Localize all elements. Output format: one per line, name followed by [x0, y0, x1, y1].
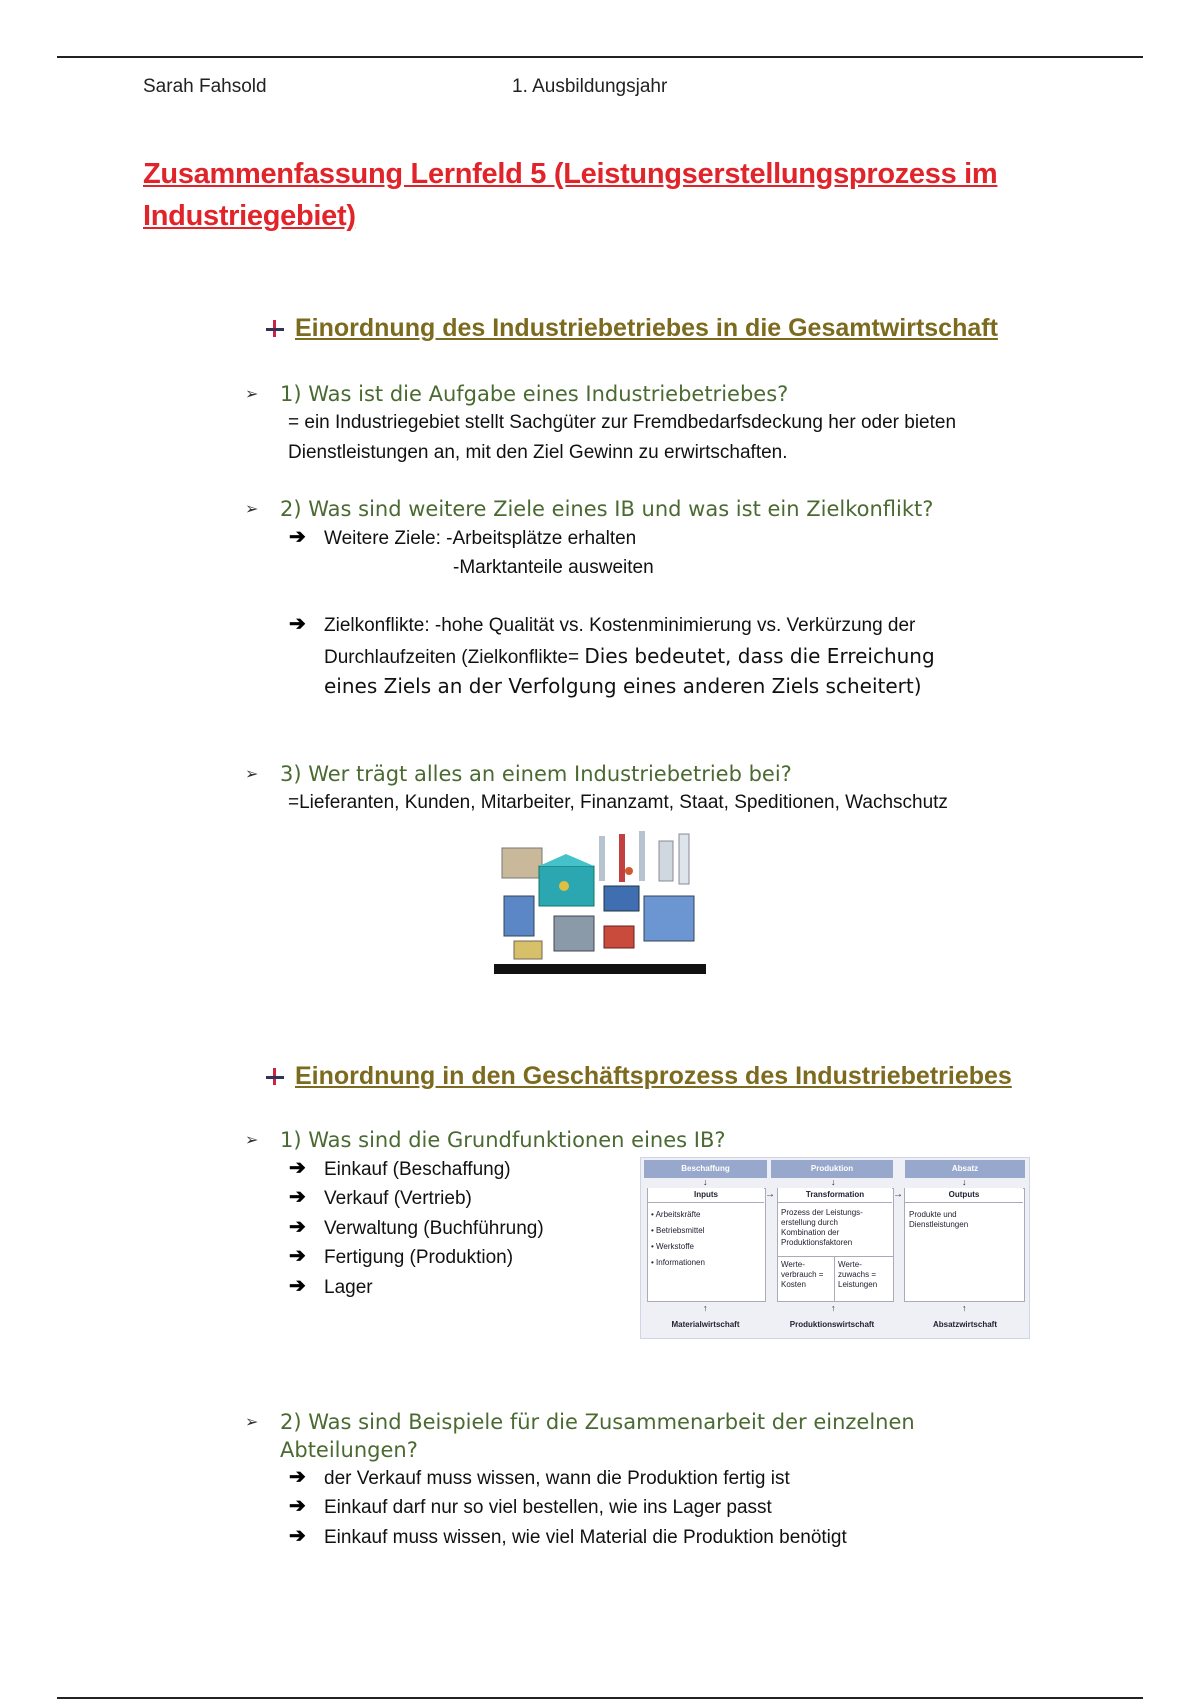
plus-bullet-icon	[265, 320, 287, 338]
diagram-transformation-title: Transformation	[778, 1188, 892, 1203]
arrow-right-icon: →	[893, 1189, 903, 1200]
diagram-input-item: • Informationen	[651, 1258, 705, 1267]
arrow-up-icon: ↑	[962, 1303, 967, 1313]
list-item: Einkauf (Beschaffung)	[324, 1159, 511, 1180]
diagram-outputs-text: Produkte und Dienstleistungen	[909, 1210, 969, 1229]
arrow-right-icon: ➔	[289, 613, 306, 635]
section-heading-gesamtwirtschaft: Einordnung des Industriebetriebes in die Gesamtwirtschaft	[265, 314, 998, 343]
diagram-divider	[777, 1256, 894, 1257]
arrowhead-bullet-icon: ➢	[245, 1130, 259, 1149]
arrow-up-icon: ↑	[831, 1303, 836, 1313]
arrowhead-bullet-icon: ➢	[245, 1412, 259, 1431]
answer-1-line2: Dienstleistungen an, mit den Ziel Gewinn zu erwirtschaften.	[288, 442, 788, 463]
diagram-outputs-title: Outputs	[905, 1188, 1023, 1203]
arrow-right-icon: ➔	[289, 1186, 306, 1208]
diagram-input-item: • Werkstoffe	[651, 1242, 694, 1251]
arrow-right-icon: ➔	[289, 1157, 306, 1179]
conflict-line3: eines Ziels an der Verfolgung eines anderen Ziels scheitert)	[324, 674, 922, 698]
arrow-right-icon: ➔	[289, 1216, 306, 1238]
conflict-line1: Zielkonflikte: -hohe Qualität vs. Kostenminimierung vs. Verkürzung der	[324, 615, 916, 636]
process-diagram	[640, 1157, 1030, 1339]
list-item: Verkauf (Vertrieb)	[324, 1188, 472, 1209]
arrow-up-icon: ↑	[703, 1303, 708, 1313]
diagram-werteverbrauch: Werte-verbrauch = Kosten	[781, 1260, 824, 1289]
arrow-right-icon: ➔	[289, 1245, 306, 1267]
arrow-right-icon: →	[765, 1189, 775, 1200]
diagram-input-item: • Betriebsmittel	[651, 1226, 705, 1235]
top-rule	[57, 56, 1143, 58]
goals-line2: -Marktanteile ausweiten	[453, 557, 654, 578]
diagram-wertezuwachs: Werte-zuwachs = Leistungen	[838, 1260, 878, 1289]
list-item: Fertigung (Produktion)	[324, 1247, 514, 1268]
arrowhead-bullet-icon: ➢	[245, 384, 259, 403]
arrowhead-bullet-icon: ➢	[245, 499, 259, 518]
answer-1-line1: = ein Industriegebiet stellt Sachgüter zur Fremdbedarfsdeckung her oder bieten	[288, 412, 957, 433]
arrow-down-icon: ↓	[703, 1177, 708, 1187]
conflict-line2: Durchlaufzeiten (Zielkonflikte= Dies bedeutet, dass die Erreichung	[324, 644, 935, 668]
plus-bullet-icon	[265, 1068, 287, 1086]
header-year: 1. Ausbildungsjahr	[512, 76, 668, 97]
list-item: der Verkauf muss wissen, wann die Produktion fertig ist	[324, 1468, 790, 1489]
list-item: Verwaltung (Buchführung)	[324, 1218, 544, 1239]
diagram-col3-footer: Absatzwirtschaft	[932, 1320, 997, 1329]
list-item: Lager	[324, 1277, 373, 1298]
arrow-right-icon: ➔	[289, 526, 306, 548]
arrow-right-icon: ➔	[289, 1466, 306, 1488]
arrow-right-icon: ➔	[289, 1275, 306, 1297]
page-title: Zusammenfassung Lernfeld 5 (Leistungserstellungsprozess im Industriegebiet)	[143, 158, 998, 232]
arrow-down-icon: ↓	[831, 1177, 836, 1187]
diagram-input-item: • Arbeitskräfte	[651, 1210, 701, 1219]
diagram-divider	[834, 1256, 835, 1301]
section-heading-geschaeftsprozess: Einordnung in den Geschäftsprozess des Industriebetriebes	[265, 1062, 1012, 1091]
list-item: Einkauf muss wissen, wie viel Material die Produktion benötigt	[324, 1527, 847, 1548]
diagram-col1-header: Beschaffung	[644, 1160, 767, 1178]
diagram-col3-header: Absatz	[905, 1160, 1025, 1178]
list-item: Einkauf darf nur so viel bestellen, wie ins Lager passt	[324, 1497, 772, 1518]
diagram-inputs-title: Inputs	[648, 1188, 764, 1203]
arrowhead-bullet-icon: ➢	[245, 764, 259, 783]
diagram-outputs-box	[904, 1188, 1025, 1302]
diagram-transformation-text: Prozess der Leistungs-erstellung durch Kombination der Produktionsfaktoren	[781, 1208, 863, 1247]
industrial-illustration	[494, 826, 706, 974]
arrow-down-icon: ↓	[962, 1177, 967, 1187]
diagram-col2-header: Produktion	[771, 1160, 893, 1178]
bottom-rule	[57, 1697, 1143, 1699]
arrow-right-icon: ➔	[289, 1495, 306, 1517]
diagram-col2-footer: Produktionswirtschaft	[789, 1320, 875, 1329]
arrow-right-icon: ➔	[289, 1525, 306, 1547]
answer-3: =Lieferanten, Kunden, Mitarbeiter, Finanzamt, Staat, Speditionen, Wachschutz	[288, 792, 948, 813]
goals-line1: Weitere Ziele: -Arbeitsplätze erhalten	[324, 528, 637, 549]
diagram-col1-footer: Materialwirtschaft	[671, 1320, 740, 1329]
header-author: Sarah Fahsold	[143, 76, 267, 97]
